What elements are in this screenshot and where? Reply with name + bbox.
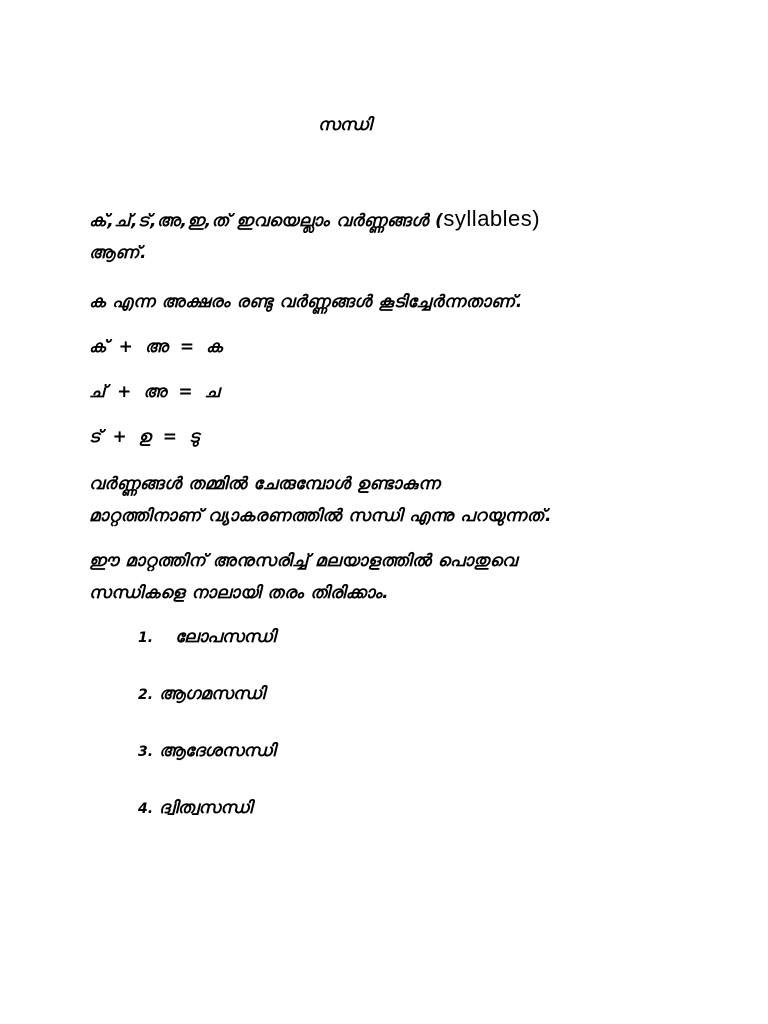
list-item-number: 1.	[138, 630, 154, 646]
intro-line1-latin: syllables)	[443, 206, 541, 231]
definition-line2: മാറ്റത്തിനാണ് വ്യാകരണത്തിൽ സന്ധി എന്നു പറയുന്നത്.	[89, 506, 552, 526]
list-item-label: ദ്വിത്വസന്ധി	[159, 798, 253, 818]
equation-2: ച് + അ = ച	[89, 382, 220, 402]
classification-paragraph	[89, 545, 689, 609]
classification-line1: ഈ മാറ്റത്തിന് അനുസരിച്ച് മലയാളത്തിൽ പൊതുവെ	[89, 551, 518, 571]
list-item-label: ആഗമസന്ധി	[159, 684, 265, 704]
list-item-number: 2.	[138, 687, 154, 703]
list-item-label: ലോപസന്ധി	[175, 627, 276, 647]
definition-line1: വർണ്ണങ്ങൾ തമ്മിൽ ചേരുമ്പോൾ ഉണ്ടാകുന്ന	[89, 474, 441, 494]
intro-line1-text: ക്,ച്,ട്,അ,ഇ,ത് ഇവയെല്ലാം വർണ്ണങ്ങൾ (	[89, 211, 444, 231]
equation-3: ട് + ഉ = ടു	[89, 427, 199, 447]
equation-1: ക് + അ = ക	[89, 337, 223, 357]
list-item-sandhi-type-2	[138, 684, 265, 704]
list-item-sandhi-type-3	[138, 741, 275, 761]
document-title: സന്ധി	[318, 115, 372, 135]
list-item-label: ആദേശസന്ധി	[159, 741, 276, 761]
list-item-number: 3.	[138, 744, 154, 760]
list-item-number: 4.	[138, 801, 154, 817]
statement-text: ക എന്ന അക്ഷരം രണ്ടു വർണ്ണങ്ങൾ കൂടിച്ചേർന്നതാണ്.	[89, 292, 523, 312]
statement-paragraph	[89, 286, 689, 318]
intro-line2-text: ആണ്.	[89, 243, 147, 263]
intro-paragraph	[89, 203, 689, 269]
list-item-sandhi-type-1	[138, 627, 275, 647]
list-item-sandhi-type-4	[138, 798, 252, 818]
classification-line2: സന്ധികളെ നാലായി തരം തിരിക്കാം.	[89, 583, 390, 603]
definition-paragraph	[89, 468, 689, 532]
